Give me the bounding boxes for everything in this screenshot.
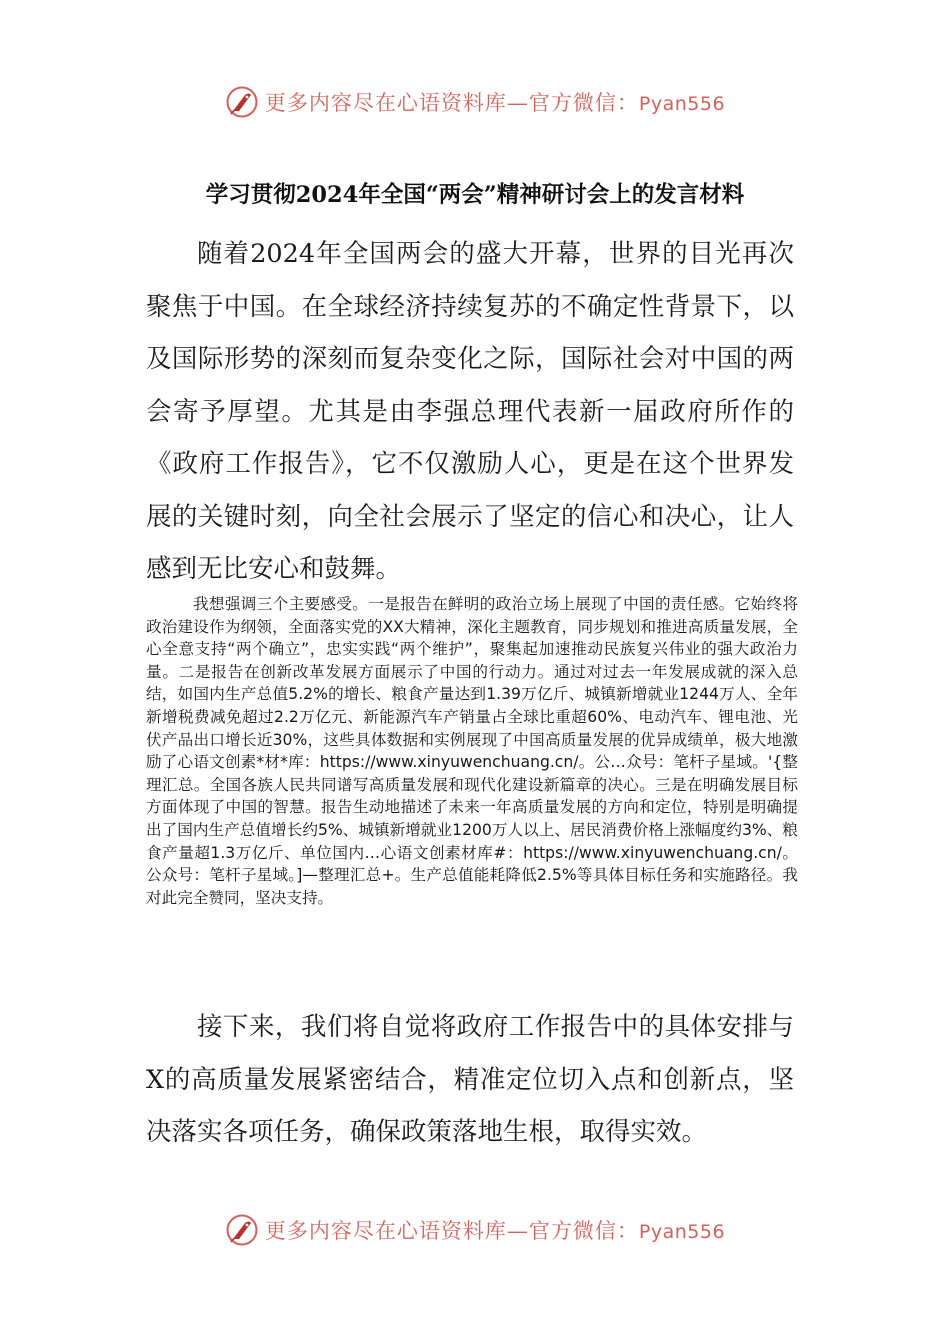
footer-banner-text: 更多内容尽在心语资料库—官方微信：Pyan556 bbox=[264, 1219, 726, 1243]
closing-paragraph: 接下来，我们将自觉将政府工作报告中的具体安排与X的高质量发展紧密结合，精准定位切入点和创新点，坚决落实各项任务，确保政策落地生根，取得实效。 bbox=[146, 1012, 794, 1147]
footer-banner bbox=[0, 1210, 950, 1250]
pen-nib-logo-icon bbox=[225, 85, 259, 119]
intro-paragraph: 随着2024年全国两会的盛大开幕，世界的目光再次聚焦于中国。在全球经济持续复苏的不确定性背景下，以及国际形势的深刻而复杂变化之际，国际社会对中国的两会寄予厚望。尤其是由李强总理代表新一届政府所作的《政府工作报告》，它不仅激励人心，更是在这个世界发展的关键时刻，向全社会展示了坚定的信心和决心，让人感到无比安心和鼓舞。 bbox=[146, 239, 794, 584]
header-banner-text: 更多内容尽在心语资料库—官方微信：Pyan556 bbox=[264, 91, 726, 115]
pen-nib-logo-icon bbox=[225, 1213, 259, 1247]
header-contact-id: Pyan556 bbox=[638, 93, 726, 115]
document-title: 学习贯彻2024年全国“两会”精神研讨会上的发言材料 bbox=[205, 182, 745, 208]
body-paragraph: 我想强调三个主要感受。一是报告在鲜明的政治立场上展现了中国的责任感。它始终将政治建设作为纲领，全面落实党的XX大精神，深化主题教育，同步规划和推进高质量发展，全心全意支持“两个确立”，忠实实践“两个维护”，聚集起加速推动民族复兴伟业的强大政治力量。二是报告在创新改革发展方面展示了中国的行动力。通过对过去一年发展成就的深入总结，如国内生产总值5.2%的增长、粮食产量达到1.39万亿斤、城镇新增就业1244万人、全年新增税费减免超过2.2万亿元、新能源汽车产销量占全球比重超60%、电动汽车、锂电池、光伏产品出口增长近30%，这些具体数据和实例展现了中国高质量发展的优异成绩单，极大地激励了心语文创素*材*库：https://www.xinyuwenchuang.cn/。公…众号：笔杆子星域。'{整理汇总。全国各族人民共同谱写高质量发展和现代化建设新篇章的决心。三是在明确发展目标方面体现了中国的智慧。报告生动地描述了未来一年高质量发展的方向和定位，特别是明确提出了国内生产总值增长约5%、城镇新增就业1200万人以上、居民消费价格上涨幅度约3%、粮食产量超1.3万亿斤、单位国内…心语文创素材库#：https://www.xinyuwenchuang.cn/。公众号：笔杆子星域。]—整理汇总+。生产总值能耗降低2.5%等具体目标任务和实施路径。我对此完全赞同，坚决支持。 bbox=[146, 595, 798, 907]
header-banner bbox=[0, 82, 950, 122]
footer-contact-id: Pyan556 bbox=[638, 1221, 726, 1243]
